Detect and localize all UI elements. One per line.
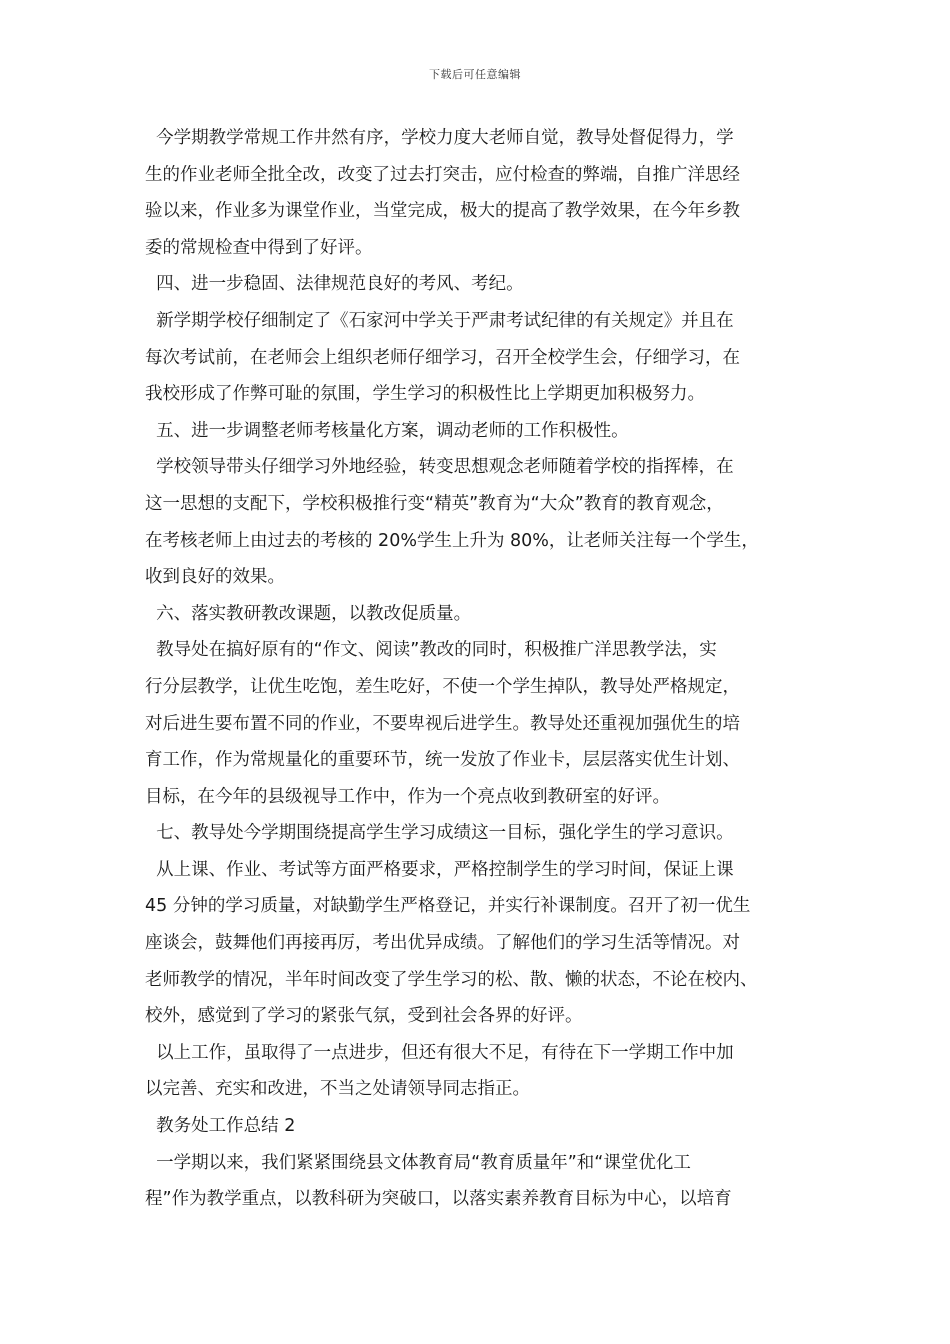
text-line: 对后进生要布置不同的作业，不要卑视后进学生。教导处还重视加强优生的培 — [145, 713, 740, 734]
section-heading: 四、进一步稳固、法律规范良好的考风、考纪。 — [145, 274, 524, 295]
text-line: 每次考试前，在老师会上组织老师仔细学习，召开全校学生会，仔细学习，在 — [145, 347, 740, 368]
text-line: 老师教学的情况，半年时间改变了学生学习的松、散、懒的状态，不论在校内、 — [145, 969, 758, 990]
text-line: 收到良好的效果。 — [145, 567, 285, 588]
text-line: 座谈会，鼓舞他们再接再厉，考出优异成绩。了解他们的学习生活等情况。对 — [145, 933, 740, 954]
text-line: 育工作，作为常规量化的重要环节，统一发放了作业卡，层层落实优生计划、 — [145, 750, 740, 771]
text-line: 我校形成了作弊可耻的氛围，学生学习的积极性比上学期更加积极努力。 — [145, 384, 705, 405]
document-body — [145, 120, 825, 1218]
text-line: 以上工作，虽取得了一点进步，但还有很大不足，有待在下一学期工作中加 — [145, 1042, 734, 1063]
text-line: 行分层教学，让优生吃饱，差生吃好，不使一个学生掉队，教导处严格规定， — [145, 676, 740, 697]
section-heading: 七、教导处今学期围绕提高学生学习成绩这一目标，强化学生的学习意识。 — [145, 823, 734, 844]
text-line: 教导处在搞好原有的“作文、阅读”教改的同时，积极推广洋思教学法，实 — [145, 640, 717, 661]
section-heading: 五、进一步调整老师考核量化方案，调动老师的工作积极性。 — [145, 420, 629, 441]
text-line: 学校领导带头仔细学习外地经验，转变思想观念老师随着学校的指挥棒，在 — [145, 457, 734, 478]
section-heading: 六、落实教研教改课题，以教改促质量。 — [145, 603, 472, 624]
text-line: 45 分钟的学习质量，对缺勤学生严格登记，并实行补课制度。召开了初一优生 — [145, 896, 751, 917]
text-line: 目标，在今年的县级视导工作中，作为一个亮点收到教研室的好评。 — [145, 786, 670, 807]
text-line: 这一思想的支配下，学校积极推行变“精英”教育为“大众”教育的教育观念， — [145, 493, 724, 514]
text-line: 生的作业老师全批全改，改变了过去打突击，应付检查的弊端，自推广洋思经 — [145, 164, 740, 185]
page-header: 下载后可任意编辑 — [429, 68, 521, 81]
text-line: 新学期学校仔细制定了《石家河中学关于严肃考试纪律的有关规定》并且在 — [145, 310, 734, 331]
text-line: 从上课、作业、考试等方面严格要求，严格控制学生的学习时间，保证上课 — [145, 859, 734, 880]
text-line: 验以来，作业多为课堂作业，当堂完成，极大的提高了教学效果，在今年乡教 — [145, 201, 740, 222]
text-line: 委的常规检查中得到了好评。 — [145, 237, 373, 258]
text-line: 以完善、充实和改进，不当之处请领导同志指正。 — [145, 1079, 530, 1100]
text-line: 一学期以来，我们紧紧围绕县文体教育局“教育质量年”和“课堂优化工 — [145, 1152, 691, 1173]
text-line: 在考核老师上由过去的考核的 20%学生上升为 80%，让老师关注每一个学生， — [145, 530, 759, 551]
text-line: 今学期教学常规工作井然有序，学校力度大老师自觉，教导处督促得力，学 — [145, 128, 734, 148]
text-line: 校外，感觉到了学习的紧张气氛，受到社会各界的好评。 — [145, 1006, 583, 1027]
document-title: 教务处工作总结 2 — [145, 1116, 296, 1137]
text-line: 程”作为教学重点，以教科研为突破口，以落实素养教育目标为中心，以培育 — [145, 1189, 732, 1210]
